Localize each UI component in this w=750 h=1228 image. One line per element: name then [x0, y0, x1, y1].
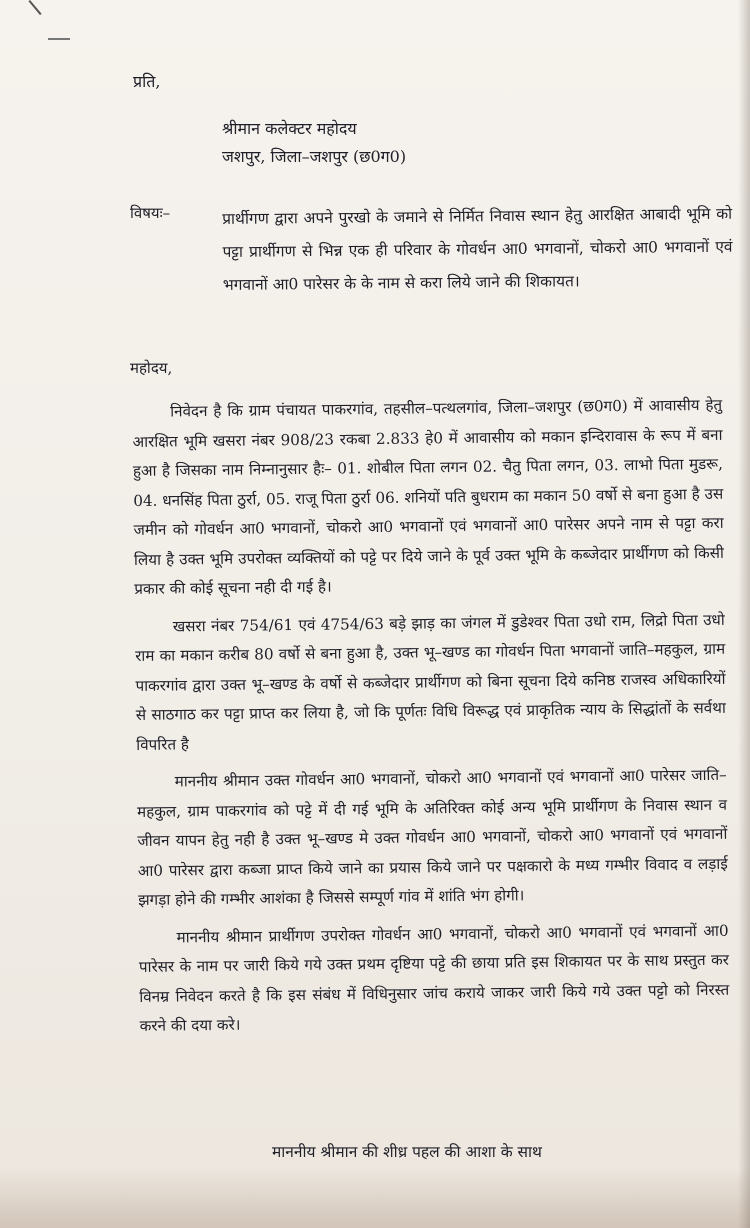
body-paragraph-3: माननीय श्रीमान उक्त गोवर्धन आ0 भगवानों, चोकरो आ0 भगवानों एवं भगवानों आ0 पारेसर जाति–महकुल, ग्राम पाकरगांव को पट्टे में दी गई भूमि के अतिरिक्त कोई अन्य भूमि प्रार्थीगण के निवास स्थान व जीवन यापन हेतु नही है उक्त भू–खण्ड मे उक्त गोवर्धन आ0 भगवानों, चोकरो आ0 भगवानों एवं भगवानों आ0 पारेसर द्वारा कब्जा प्राप्त किये जाने का प्रयास किये जाने पर पक्षकारो के मध्य गम्भीर विवाद व लड़ाई झगड़ा होने की गम्भीर आशंका है जिससे सम्पूर्ण गांव में शांति भंग होगी।	[136, 765, 728, 909]
addressee-location: जशपुर, जिला–जशपुर (छ0ग0)	[222, 147, 407, 166]
closing-line: माननीय श्रीमान की शीध्र पहल की आशा के साथ	[272, 1143, 542, 1161]
body-paragraph-4: माननीय श्रीमान प्रार्थीगण उपरोक्त गोवर्धन आ0 भगवानों, चोकरो आ0 भगवानों एवं भगवानों आ0 पारेसर के नाम पर जारी किये गये उक्त प्रथम दृष्टिया पट्टे की छाया प्रति इस शिकायत पर के साथ प्रस्तुत कर विनम्र निवेदन करते है कि इस संबंध में विधिनुसार जांच कराये जाकर जारी किये गये उक्त पट्टो को निरस्त करने की दया करे।	[138, 921, 730, 1035]
addressee-block	[222, 115, 406, 171]
body-paragraph-1: निवेदन है कि ग्राम पंचायत पाकरगांव, तहसील–पत्थलगांव, जिला–जशपुर (छ0ग0) में आवासीय हेतु आरक्षित भूमि खसरा नंबर 908/23 रकबा 2.833 हे0 में आवासीय को मकान इन्दिरावास के रूप में बना हुआ है जिसका नाम निम्नानुसार हैः– 01. शोबील पिता लगन 02. चैतु पिता लगन, 03. लाभो पिता मुडरू, 04. धनसिंह पिता ठुर्रा, 05. राजू पिता ठुर्रा 06. शनियों पति बुधराम का मकान 50 वर्षो से बना हुआ है उस जमीन को गोवर्धन आ0 भगवानों, चोकरो आ0 भगवानों एवं भगवानों आ0 पारेसर अपने नाम से पट्टा करा लिया है उक्त भूमि उपरोक्त व्यक्तियों को पट्टे पर दिये जाने के पूर्व उक्त भूमि के कब्जेदार प्रार्थीगण को किसी प्रकार की कोई सूचना नही दी गई है।	[132, 395, 725, 598]
pen-mark	[28, 0, 41, 15]
recipient-prefix: प्रति,	[133, 72, 161, 91]
subject-text: प्रार्थीगण द्वारा अपने पुरखो के जमाने से निर्मित निवास स्थान हेतु आरक्षित आबादी भूमि को पट्टा प्रार्थीगण से भिन्न एक ही परिवार के गोवर्धन आ0 भगवानों, चोकरो आ0 भगवानों एवं भगवानों आ0 पारेसर के के नाम से करा लिये जाने की शिकायत।	[222, 204, 733, 294]
addressee-title: श्रीमान कलेक्टर महोदय	[222, 119, 357, 138]
greeting: महोदय,	[130, 359, 173, 377]
page-bottom-edge	[0, 1168, 750, 1228]
subject-label: विषयः–	[130, 204, 171, 222]
page-shadow-edge	[738, 0, 750, 1228]
letter-body	[132, 391, 730, 1050]
body-paragraph-2: खसरा नंबर 754/61 एवं 4754/63 बड़े झाड़ का जंगल में डुडेश्वर पिता उधो राम, लिद्रो पिता उधो राम का मकान करीब 80 वर्षो से बना हुआ है, उक्त भू–खण्ड का गोवर्धन पिता भगवानों जाति–महकुल, ग्राम पाकरगांव द्वारा उक्त भू–खण्ड के वर्षो से कब्जेदार प्रार्थीगण को बिना सूचना दिये कनिष्ठ राजस्व अधिकारियों से साठगाठ कर पट्टा प्राप्त कर लिया है, जो कि पूर्णतः विधि विरूद्ध एवं प्राकृतिक न्याय के सिद्धांतों के सर्वथा विपरित है	[135, 610, 726, 754]
pen-dash	[48, 38, 70, 40]
